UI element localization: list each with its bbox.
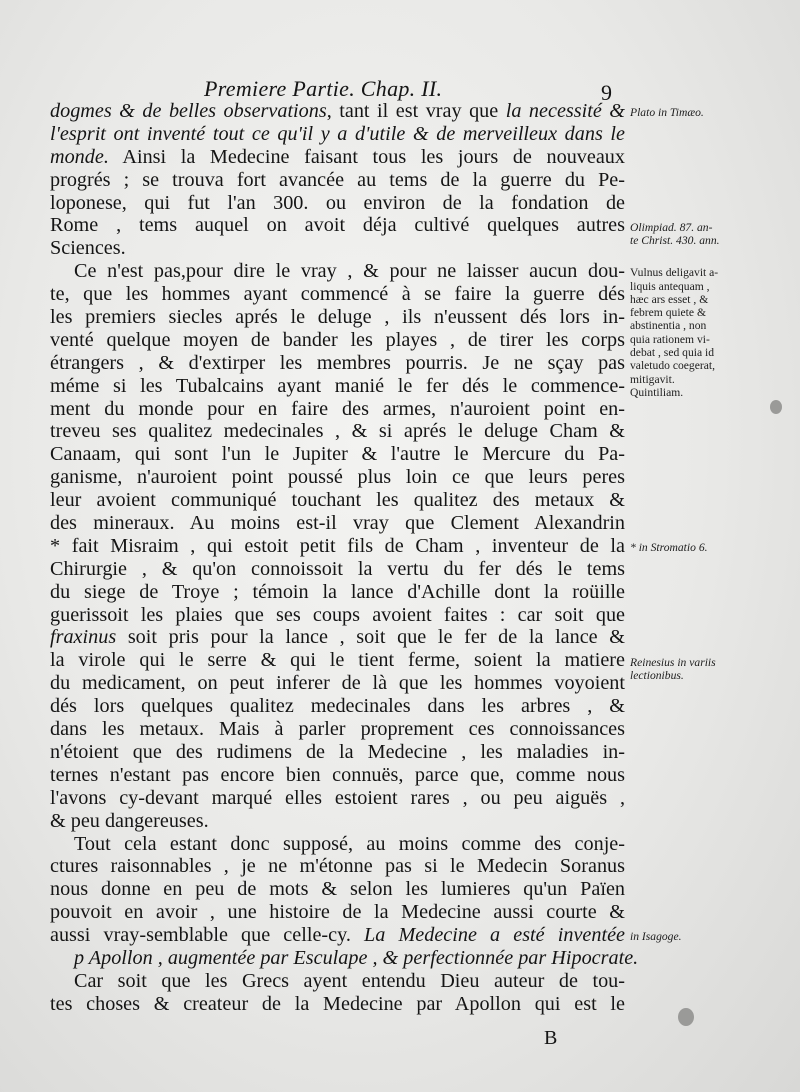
marginal-note-line: quia rationem vi-: [630, 332, 710, 346]
text-line: aussi vray-semblable que celle-cy. La Medecine a esté inventée: [50, 924, 625, 947]
marginal-note: [630, 106, 756, 119]
marginal-note-line: valetudo coegerat,: [630, 359, 715, 373]
text-line: la virole qui le serre & qui le tient ferme, soient la matiere: [50, 649, 625, 672]
marginal-note-line: liquis antequam ,: [630, 279, 710, 293]
text-line: & peu dangereuses.: [50, 809, 209, 832]
marginal-note-line: debat , sed quia id: [630, 346, 715, 360]
text-line: méme si les Tubalcains ayant manié le fer dés le commence-: [50, 374, 625, 397]
text-line: Tout cela estant donc supposé, au moins comme des conje-: [74, 832, 625, 855]
text-line: treveu ses qualitez medecinales , & si aprés le deluge Cham &: [50, 420, 625, 443]
text-line: Rome , tems auquel on avoit déja cultivé quelques autres: [50, 214, 625, 237]
marginal-note-line: Quintiliam.: [630, 385, 684, 399]
text-line: p Apollon , augmentée par Esculape , & perfectionnée par Hipocrate.: [74, 946, 639, 969]
signature-mark: B: [544, 1027, 558, 1049]
marginal-note-line: in Isagoge.: [630, 930, 682, 944]
text-line: tes choses & createur de la Medecine par Apollon qui est le: [50, 992, 625, 1015]
text-line: des mineraux. Au moins est-il vray que Clement Alexandrin: [50, 512, 625, 535]
page-number: 9: [601, 80, 612, 105]
marginal-note-line: lectionibus.: [630, 668, 684, 682]
marginal-note: [630, 541, 756, 554]
marginal-note: [630, 266, 756, 399]
text-line: étrangers , & d'extirper les membres pourris. Je ne sçay pas: [50, 351, 625, 374]
text-line: l'esprit ont inventé tout ce qu'il y a d'utile & de merveilleux dans le: [50, 122, 625, 145]
text-line: dogmes & de belles observations, tant il est vray que la necessité &: [50, 100, 625, 122]
text-line: Sciences.: [50, 237, 126, 260]
marginal-note-line: Olimpiad. 87. an-: [630, 220, 713, 234]
text-line: monde. Ainsi la Medecine faisant tous les jours de nouveaux: [50, 145, 625, 168]
text-line: leur avoient communiqué touchant les qualitez des metaux &: [50, 489, 625, 512]
text-line: venté quelque moyen de bander les playes , de tirer les corps: [50, 328, 625, 351]
marginal-note-line: hæc ars esset , &: [630, 292, 709, 306]
marginal-note-line: abstinentia , non: [630, 319, 707, 333]
marginal-note-line: mitigavit.: [630, 372, 675, 386]
text-line: pouvoit en avoir , une histoire de la Medecine aussi courte &: [50, 901, 625, 924]
text-line: fraxinus soit pris pour la lance , soit que le fer de la lance &: [50, 626, 625, 649]
text-line: du medicament, on peut inferer de là que les hommes voyoient: [50, 672, 625, 695]
text-line: guerissoit les plaies que ses coups avoient faites : car soit que: [50, 603, 625, 626]
text-line: du siege de Troye ; témoin la lance d'Achille dont la roüille: [50, 580, 625, 603]
marginal-note-line: Vulnus deligavit a-: [630, 266, 719, 280]
marginal-note: [630, 656, 756, 683]
text-line: ternes n'estant pas encore bien connuës, parce que, comme nous: [50, 763, 625, 786]
text-line: progrés ; se trouva fort avancée au tems de la guerre du Pe-: [50, 168, 625, 191]
text-line: ctures raisonnables , je ne m'étonne pas si le Medecin Soranus: [50, 855, 625, 878]
marginal-note: [630, 221, 756, 248]
text-line: * fait Misraim , qui estoit petit fils de Cham , inventeur de la: [50, 534, 625, 557]
marginal-note-line: Plato in Timæo.: [630, 106, 704, 119]
text-line: Car soit que les Grecs ayent entendu Dieu auteur de tou-: [74, 969, 625, 992]
marginal-note-line: Reinesius in variis: [630, 655, 716, 669]
text-line: dans les metaux. Mais à parler proprement ces connoissances: [50, 718, 625, 741]
running-title-text: Premiere Partie. Chap. II.: [204, 76, 443, 101]
text-line: loponese, qui fut l'an 300. ou environ de la fondation de: [50, 191, 625, 214]
text-line: Canaam, qui sont l'un le Jupiter & l'autre le Mercure du Pa-: [50, 443, 625, 466]
marginal-note-line: * in Stromatio 6.: [630, 541, 708, 555]
text-line: les premiers siecles aprés le deluge , ils n'eussent dés lors in-: [50, 306, 625, 329]
marginal-note: [630, 930, 756, 943]
ink-spot: [678, 1008, 694, 1026]
text-line: dés lors quelques qualitez medecinales dans les arbres , &: [50, 695, 625, 718]
ink-spot: [770, 400, 782, 414]
marginal-note-line: te Christ. 430. ann.: [630, 233, 720, 247]
text-line: te, que les hommes ayant commencé à se faire la guerre dés: [50, 283, 625, 306]
text-line: Ce n'est pas,pour dire le vray , & pour ne laisser aucun dou-: [74, 260, 625, 283]
text-line: n'étoient que des rudimens de la Medecine , les maladies in-: [50, 740, 625, 763]
body-text: [50, 100, 639, 1016]
text-line: Chirurgie , & qu'on connoissoit la vertu du fer dés le tems: [50, 557, 625, 580]
running-title: [204, 76, 442, 102]
text-line: ganisme, n'auroient point poussé plus loin ce que leurs peres: [50, 466, 625, 489]
text-line: nous donne en peu de mots & selon les lumieres qu'un Païen: [50, 878, 625, 901]
text-line: ment du monde pour en faire des armes, n'auroient point en-: [50, 397, 625, 420]
marginal-note-line: febrem quiete &: [630, 306, 706, 320]
text-line: l'avons cy-devant marqué elles estoient rares , ou peu aiguës ,: [50, 786, 625, 809]
